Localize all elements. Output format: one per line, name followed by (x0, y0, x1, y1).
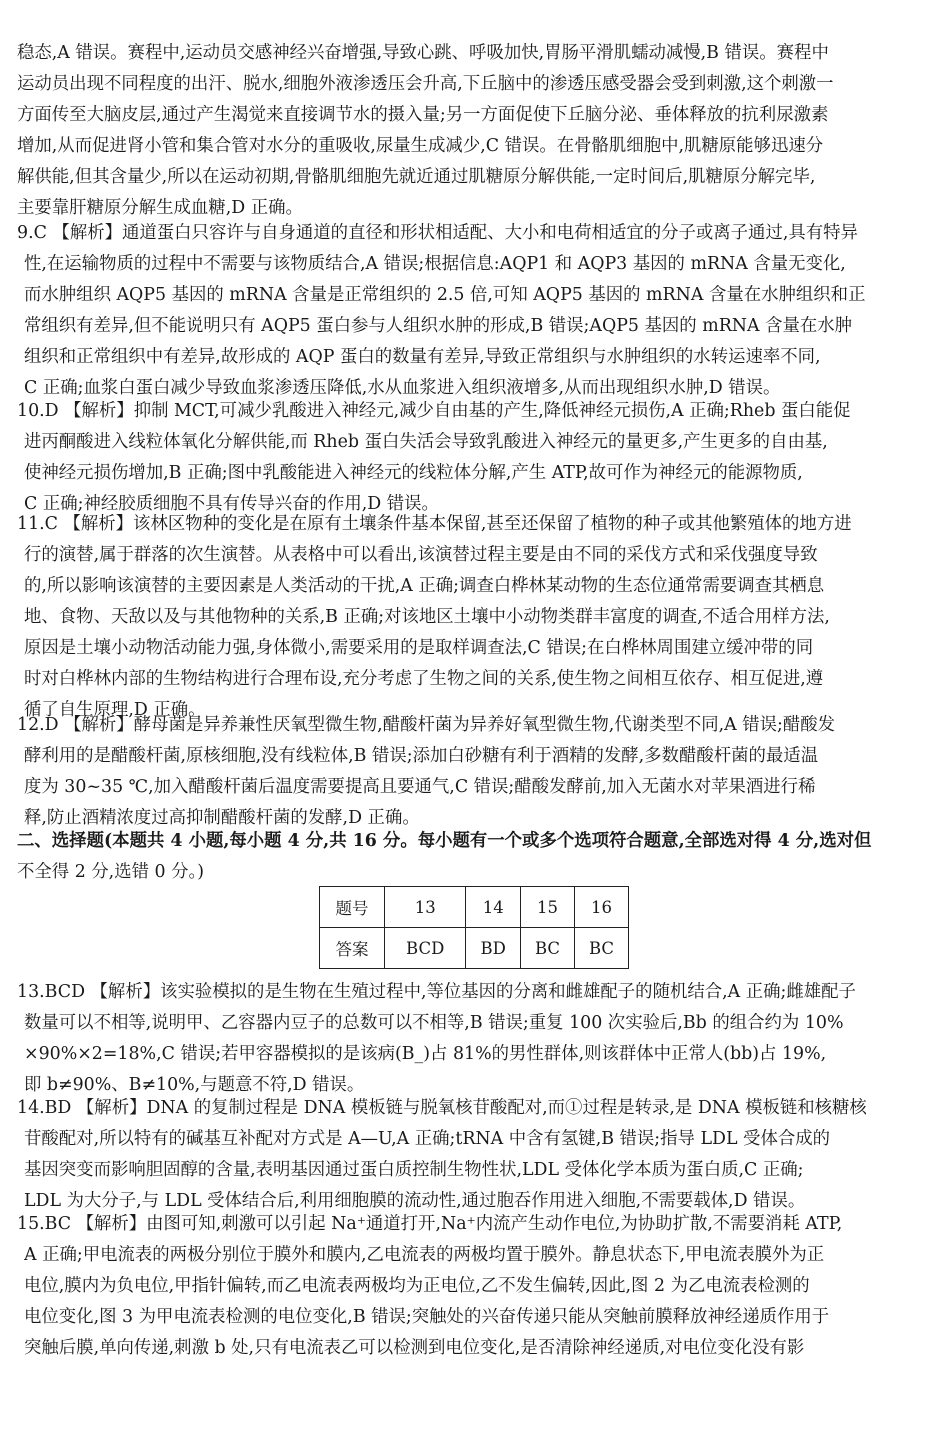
text-line: 释,防止酒精浓度过高抑制醋酸杆菌的发酵,D 正确。 (24, 808, 420, 828)
text-line: 原因是土壤小动物活动能力强,身体微小,需要采用的是取样调查法,C 错误;在白桦林周围建立缓冲带的同 (24, 638, 814, 658)
table-cell: BC (574, 928, 628, 969)
text-line: 9.C 【解析】通道蛋白只容许与自身通道的直径和形状相适配、大小和电荷相适宜的分子或离子通过,具有特异 (17, 223, 858, 243)
text-line: 13.BCD 【解析】该实验模拟的是生物在生殖过程中,等位基因的分离和雌雄配子的随机结合,A 正确;雌雄配子 (17, 982, 856, 1002)
text-line: 15.BC 【解析】由图可知,刺激可以引起 Na⁺通道打开,Na⁺内流产生动作电位,为协助扩散,不需要消耗 ATP, (17, 1214, 843, 1234)
text-line: 电位,膜内为负电位,甲指针偏转,而乙电流表两极均为正电位,乙不发生偏转,因此,图 2 为乙电流表检测的 (24, 1276, 810, 1296)
text-line: 地、食物、天敌以及与其他物种的关系,B 正确;对该地区土壤中小动物类群丰富度的调查,不适合用样方法, (24, 607, 830, 627)
table-row (320, 887, 629, 928)
table-cell: 14 (466, 887, 521, 928)
text-line: 突触后膜,单向传递,刺激 b 处,只有电流表乙可以检测到电位变化,是否清除神经递质,对电位变化没有影 (24, 1338, 805, 1358)
text-line: 行的演替,属于群落的次生演替。从表格中可以看出,该演替过程主要是由不同的采伐方式和采伐强度导致 (24, 545, 818, 565)
text-line: 稳态,A 错误。赛程中,运动员交感神经兴奋增强,导致心跳、呼吸加快,胃肠平滑肌蠕动减慢,B 错误。赛程中 (17, 43, 829, 63)
text-line: 酵利用的是醋酸杆菌,原核细胞,没有线粒体,B 错误;添加白砂糖有利于酒精的发酵,多数醋酸杆菌的最适温 (24, 746, 819, 766)
answer-table (319, 886, 629, 969)
text-line: 电位变化,图 3 为甲电流表检测的电位变化,B 错误;突触处的兴奋传递只能从突触前膜释放神经递质作用于 (24, 1307, 830, 1327)
text-line: 运动员出现不同程度的出汗、脱水,细胞外液渗透压会升高,下丘脑中的渗透压感受器会受到刺激,这个刺激一 (17, 74, 834, 94)
text-line: LDL 为大分子,与 LDL 受体结合后,利用细胞膜的流动性,通过胞吞作用进入细胞,不需要载体,D 错误。 (24, 1191, 806, 1211)
table-row (320, 928, 629, 969)
text-line: 二、选择题(本题共 4 小题,每小题 4 分,共 16 分。每小题有一个或多个选项符合题意,全部选对得 4 分,选对但 (17, 831, 872, 851)
table-cell: 16 (574, 887, 628, 928)
table-cell: BD (466, 928, 521, 969)
text-line: 10.D 【解析】抑制 MCT,可减少乳酸进入神经元,减少自由基的产生,降低神经元损伤,A 正确;Rheb 蛋白能促 (17, 401, 851, 421)
table-cell: 15 (521, 887, 575, 928)
text-line: 14.BD 【解析】DNA 的复制过程是 DNA 模板链与脱氧核苷酸配对,而①过程是转录,是 DNA 模板链和核糖核 (17, 1098, 867, 1118)
table-cell: BC (521, 928, 575, 969)
text-line: 数量可以不相等,说明甲、乙容器内豆子的总数可以不相等,B 错误;重复 100 次实验后,Bb 的组合约为 10% (24, 1013, 844, 1033)
text-line: 即 b≠90%、B≠10%,与题意不符,D 错误。 (24, 1075, 365, 1095)
text-line: A 正确;甲电流表的两极分别位于膜外和膜内,乙电流表的两极均置于膜外。静息状态下,甲电流表膜外为正 (24, 1245, 825, 1265)
text-line: 主要靠肝糖原分解生成血糖,D 正确。 (17, 198, 303, 218)
table-cell: 13 (385, 887, 466, 928)
text-line: 不全得 2 分,选错 0 分。) (17, 862, 204, 882)
text-line: 时对白桦林内部的生物结构进行合理布设,充分考虑了生物之间的关系,使生物之间相互依存、相互促进,遵 (24, 669, 824, 689)
text-line: 组织和正常组织中有差异,故形成的 AQP 蛋白的数量有差异,导致正常组织与水肿组织的水转运速率不同, (24, 347, 821, 367)
text-line: 常组织有差异,但不能说明只有 AQP5 蛋白参与人组织水肿的形成,B 错误;AQP5 基因的 mRNA 含量在水肿 (24, 316, 853, 336)
text-line: ×90%×2=18%,C 错误;若甲容器模拟的是该病(B_)占 81%的男性群体,则该群体中正常人(bb)占 19%, (24, 1044, 827, 1064)
text-line: 12.D 【解析】酵母菌是异养兼性厌氧型微生物,醋酸杆菌为异养好氧型微生物,代谢类型不同,A 错误;醋酸发 (17, 715, 836, 735)
text-line: 度为 30~35 ℃,加入醋酸杆菌后温度需要提高且要通气,C 错误;醋酸发酵前,加入无菌水对苹果酒进行稀 (24, 777, 816, 797)
text-line: 的,所以影响该演替的主要因素是人类活动的干扰,A 正确;调查白桦林某动物的生态位通常需要调查其栖息 (24, 576, 825, 596)
text-line: C 正确;血浆白蛋白减少导致血浆渗透压降低,水从血浆进入组织液增多,从而出现组织水肿,D 错误。 (24, 378, 781, 398)
text-line: 性,在运输物质的过程中不需要与该物质结合,A 错误;根据信息:AQP1 和 AQP3 基因的 mRNA 含量无变化, (24, 254, 846, 274)
text-line: 基因突变而影响胆固醇的含量,表明基因通过蛋白质控制生物性状,LDL 受体化学本质为蛋白质,C 正确; (24, 1160, 804, 1180)
table-cell: BCD (385, 928, 466, 969)
text-line: 增加,从而促进肾小管和集合管对水分的重吸收,尿量生成减少,C 错误。在骨骼肌细胞中,肌糖原能够迅速分 (17, 136, 824, 156)
text-line: 方面传至大脑皮层,通过产生渴觉来直接调节水的摄入量;另一方面促使下丘脑分泌、垂体释放的抗利尿激素 (17, 105, 829, 125)
text-line: 而水肿组织 AQP5 基因的 mRNA 含量是正常组织的 2.5 倍,可知 AQP5 基因的 mRNA 含量在水肿组织和正 (24, 285, 866, 305)
text-line: 循了自生原理,D 正确。 (24, 700, 206, 720)
text-line: 11.C 【解析】该林区物种的变化是在原有土壤条件基本保留,甚至还保留了植物的种子或其他繁殖体的地方进 (17, 514, 852, 534)
text-line: 使神经元损伤增加,B 正确;图中乳酸能进入神经元的线粒体分解,产生 ATP,故可作为神经元的能源物质, (24, 463, 803, 483)
text-line: 解供能,但其含量少,所以在运动初期,骨骼肌细胞先就近通过肌糖原分解供能,一定时间后,肌糖原分解完毕, (17, 167, 816, 187)
text-line: 苷酸配对,所以特有的碱基互补配对方式是 A—U,A 正确;tRNA 中含有氢键,B 错误;指导 LDL 受体合成的 (24, 1129, 831, 1149)
text-line: 进丙酮酸进入线粒体氧化分解供能,而 Rheb 蛋白失活会导致乳酸进入神经元的量更多,产生更多的自由基, (24, 432, 828, 452)
text-line: C 正确;神经胶质细胞不具有传导兴奋的作用,D 错误。 (24, 494, 439, 514)
table-header-cell: 题号 (320, 887, 385, 928)
table-header-cell: 答案 (320, 928, 385, 969)
